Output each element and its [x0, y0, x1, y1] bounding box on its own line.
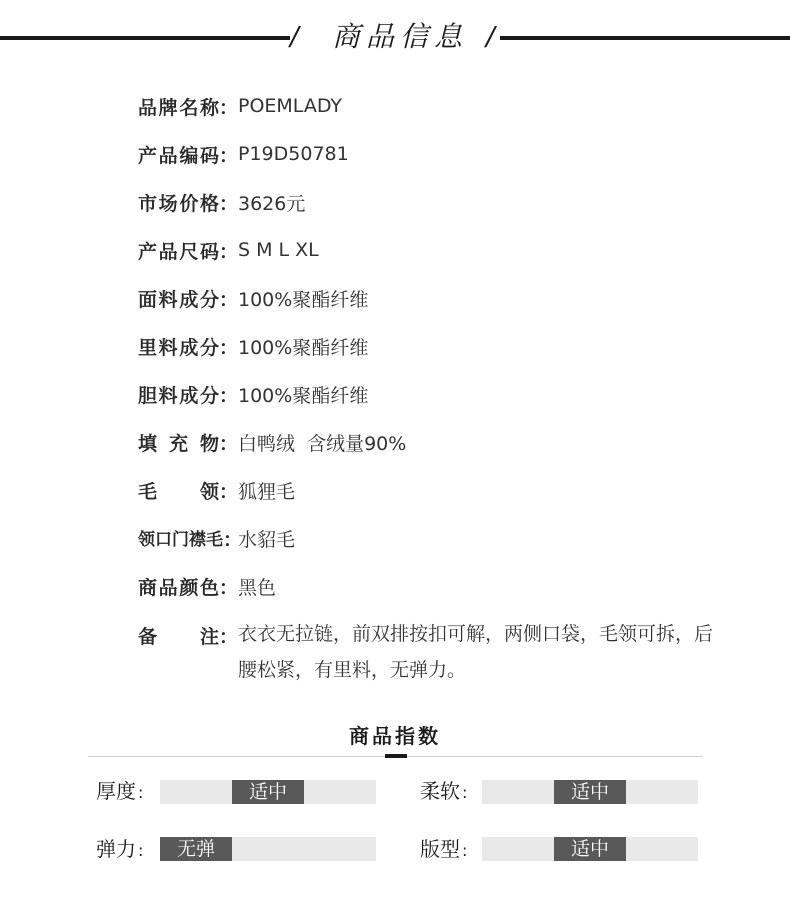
info-row-filling — [138, 418, 758, 466]
metric-bar-fit — [482, 837, 698, 861]
metric-label-fit — [420, 836, 467, 864]
metric-level-elasticity: 无弹 — [160, 837, 232, 861]
metric-colon: : — [138, 841, 144, 860]
metric-label-thickness — [96, 778, 143, 806]
header-line-left — [0, 36, 290, 40]
info-label: 商 品 颜 色 — [138, 576, 219, 599]
info-colon: ： — [218, 336, 238, 359]
metric-colon: : — [462, 841, 468, 860]
info-label: 里 料 成 分 — [138, 336, 219, 359]
info-value: 100%聚酯纤维 — [238, 336, 369, 359]
info-row-lining — [138, 322, 758, 370]
product-info-list — [138, 82, 758, 688]
info-label: 胆 料 成 分 — [138, 384, 219, 407]
info-value: S M L XL — [238, 239, 319, 261]
metric-label-text: 柔软 — [420, 779, 460, 803]
info-value: 衣衣无拉链，前双排按扣可解，两侧口袋，毛领可拆，后腰松紧，有里料，无弹力。 — [238, 623, 714, 681]
metric-colon: : — [138, 783, 144, 802]
info-label: 填 充 物 — [138, 432, 219, 455]
info-row-inner — [138, 370, 758, 418]
info-label: 品 牌 名 称 — [138, 96, 219, 119]
metric-bar-softness — [482, 780, 698, 804]
info-label: 市 场 价 格 — [138, 192, 219, 215]
metric-label-softness — [420, 778, 467, 806]
info-colon: ： — [218, 144, 238, 167]
info-value: 100%聚酯纤维 — [238, 384, 369, 407]
info-value: 黑色 — [238, 576, 277, 599]
info-row-brand — [138, 82, 758, 130]
info-label: 领 口 门 襟 毛 — [138, 529, 223, 550]
info-row-color — [138, 562, 758, 610]
section-title: 商品信息 — [331, 20, 468, 53]
info-row-code — [138, 130, 758, 178]
metric-level-thickness: 适中 — [232, 780, 304, 804]
info-colon: ： — [218, 96, 238, 119]
header-slash-left: / — [290, 22, 299, 52]
metric-label-text: 厚度 — [96, 779, 136, 803]
section-header — [0, 0, 790, 80]
info-value: P19D50781 — [238, 143, 349, 165]
metric-label-text: 弹力 — [96, 837, 136, 861]
metric-label-text: 版型 — [420, 837, 460, 861]
info-row-size — [138, 226, 758, 274]
info-colon: ： — [218, 288, 238, 311]
info-colon: ： — [223, 528, 243, 551]
info-colon: ： — [218, 626, 238, 648]
info-row-note — [138, 610, 758, 688]
header-slash-right: / — [486, 22, 495, 52]
info-colon: ： — [218, 384, 238, 407]
info-value: 白鸭绒 含绒量90% — [238, 432, 407, 455]
header-line-right — [500, 36, 790, 40]
info-colon: ： — [218, 576, 238, 599]
info-row-fabric — [138, 274, 758, 322]
metric-level-softness: 适中 — [554, 780, 626, 804]
info-row-price — [138, 178, 758, 226]
info-colon: ： — [218, 192, 238, 215]
info-label: 毛 领 — [138, 480, 219, 503]
info-label: 备 注 — [138, 626, 219, 648]
info-value: 100%聚酯纤维 — [238, 288, 369, 311]
info-label: 产 品 编 码 — [138, 144, 219, 167]
metric-bar-elasticity — [160, 837, 376, 861]
info-value: 狐狸毛 — [238, 480, 296, 503]
metric-bar-thickness — [160, 780, 376, 804]
info-label: 面 料 成 分 — [138, 288, 219, 311]
info-colon: ： — [218, 432, 238, 455]
index-divider-mark — [385, 754, 407, 758]
info-value: POEMLADY — [238, 95, 343, 117]
index-title: 商品指数 — [349, 724, 441, 748]
info-colon: ： — [218, 480, 238, 503]
info-value: 水貂毛 — [238, 528, 296, 551]
metric-level-fit: 适中 — [554, 837, 626, 861]
info-label: 产 品 尺 码 — [138, 240, 219, 263]
metric-label-elasticity — [96, 836, 143, 864]
info-row-placket — [138, 514, 758, 562]
metric-colon: : — [462, 783, 468, 802]
info-value: 3626元 — [238, 192, 306, 215]
info-colon: ： — [218, 240, 238, 263]
info-row-collar — [138, 466, 758, 514]
